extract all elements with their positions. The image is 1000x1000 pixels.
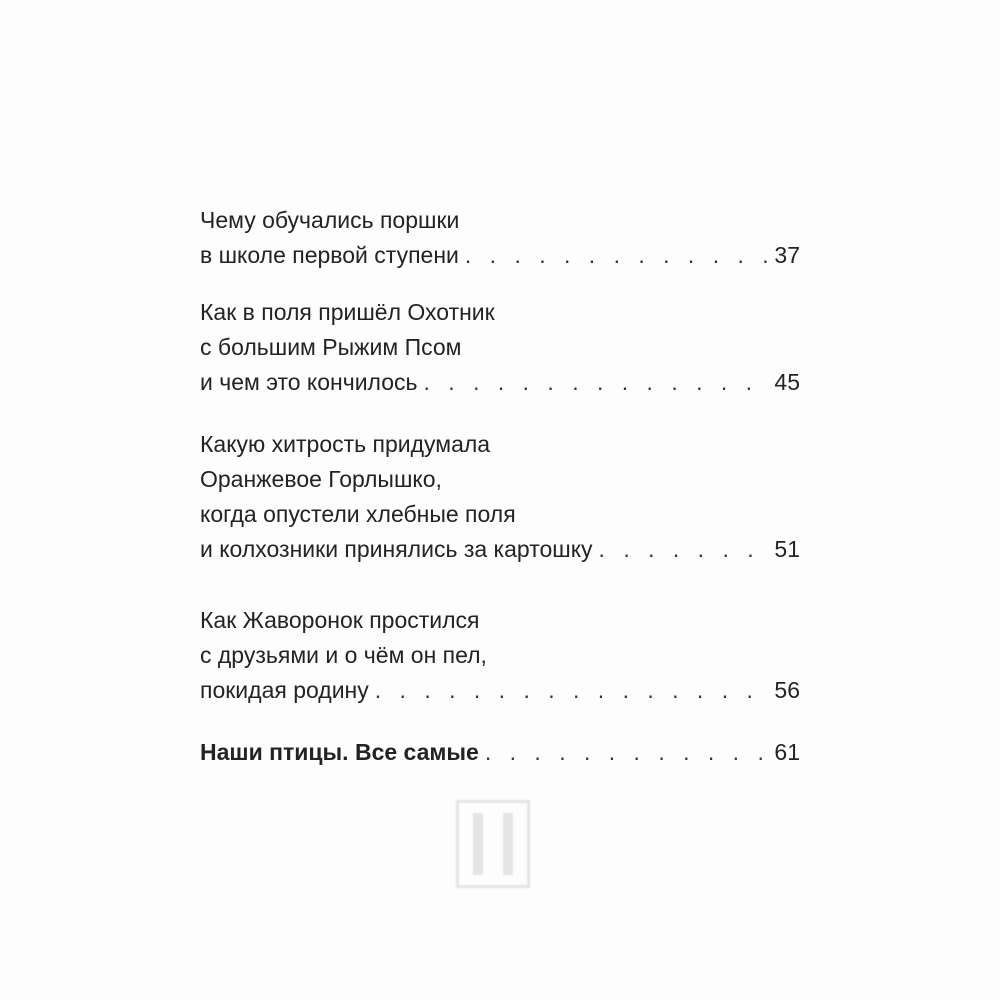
toc-entry-title-line: Какую хитрость придумала (200, 431, 491, 457)
toc-entry-title-line: Наши птицы. Все самые (200, 739, 479, 765)
toc-entry-title-line: и колхозники принялись за картошку (200, 536, 593, 562)
toc-entry-3 (200, 427, 800, 567)
dot-leader (599, 532, 771, 567)
toc-entry-5 (200, 735, 800, 770)
toc-entry-title-line: Чему обучались поршки (200, 207, 460, 233)
toc-entry-title-line: Как Жаворонок простился (200, 607, 480, 633)
toc-entry-2 (200, 295, 800, 400)
toc-entry-4 (200, 603, 800, 708)
toc-entry-title-line: в школе первой ступени (200, 242, 459, 268)
toc-page-number: 61 (774, 739, 800, 765)
toc-entry-last-line (200, 735, 800, 770)
toc-entry-last-line (200, 365, 800, 400)
toc-entry-title-line: и чем это кончилось (200, 369, 418, 395)
toc-page-number: 51 (774, 536, 800, 562)
dot-leader (485, 735, 771, 770)
toc-entry-last-line (200, 532, 800, 567)
toc-entry-title-line: Оранжевое Горлышко, (200, 466, 442, 492)
toc-entry-last-line (200, 238, 800, 273)
toc-entry-title-line: покидая родину (200, 677, 369, 703)
toc-entry-last-line (200, 673, 800, 708)
dot-leader (424, 365, 771, 400)
dot-leader (375, 673, 771, 708)
dot-leader (465, 238, 771, 273)
toc-entry-1 (200, 203, 800, 273)
toc-entry-title-line: когда опустели хлебные поля (200, 501, 516, 527)
toc-entry-title-line: с друзьями и о чём он пел, (200, 642, 487, 668)
toc-entry-title-line: с большим Рыжим Псом (200, 334, 462, 360)
toc-page-number: 56 (774, 677, 800, 703)
toc-entry-title-line: Как в поля пришёл Охотник (200, 299, 495, 325)
toc-page-number: 37 (774, 242, 800, 268)
publisher-logo-ghost (456, 800, 530, 888)
toc-page-number: 45 (774, 369, 800, 395)
